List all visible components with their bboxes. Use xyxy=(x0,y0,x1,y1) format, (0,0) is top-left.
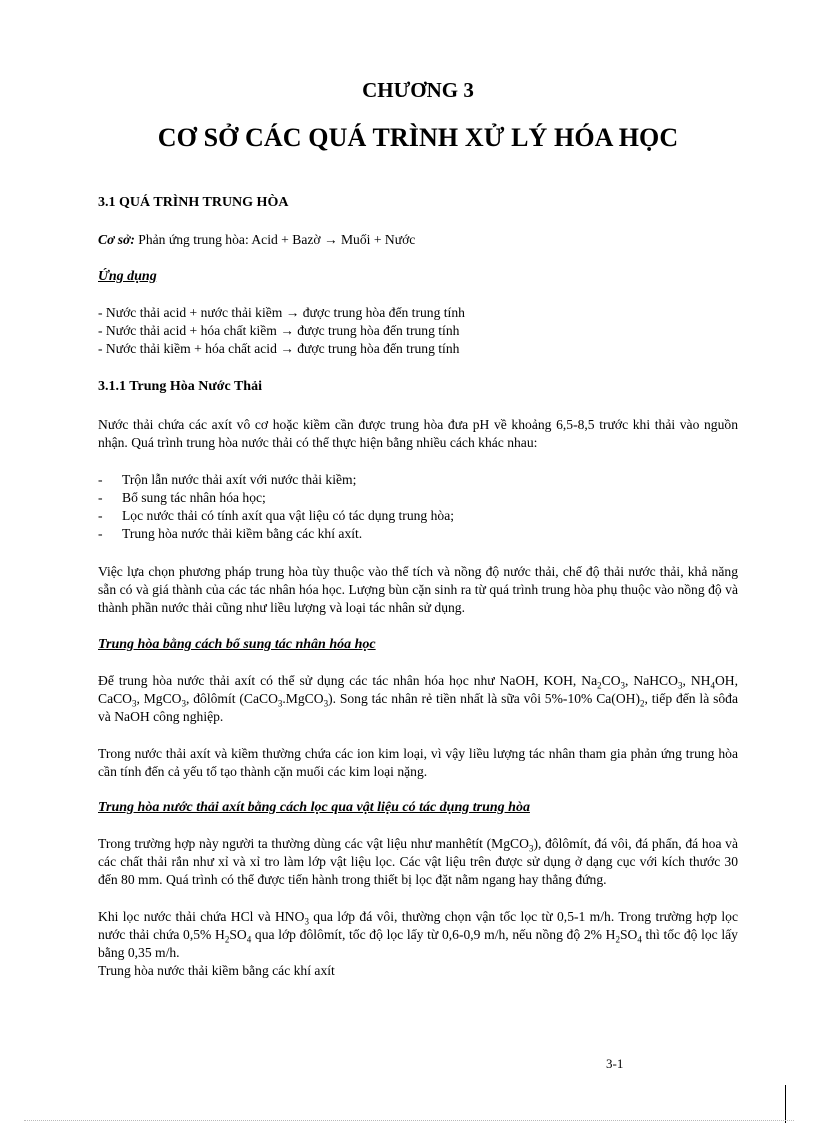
method-text: Bổ sung tác nhân hóa học; xyxy=(122,490,266,505)
method-item xyxy=(98,525,738,543)
application-list xyxy=(98,304,738,358)
method-item xyxy=(98,471,738,489)
page-bottom-rule xyxy=(24,1120,794,1121)
chapter-label: CHƯƠNG 3 xyxy=(362,78,474,102)
basis-text: Phản ứng trung hòa: Acid + Bazờ → Muối + Nước xyxy=(134,232,416,247)
filter-paragraph-2: Khi lọc nước thải chứa HCl và $HNO_3$ qua lớp đá vôi, thường chọn vận tốc lọc từ 0,5-1 m/h. Trong trường hợp lọc nước thải chứa 0,5% $H_2SO_4$ qua lớp đôlômít, tốc độ lọc lấy từ 0,6-0,9 m/h, nếu nồng độ 2% $H_2SO_4$ thì tốc độ lọc lấy bằng 0,35 m/h. xyxy=(98,909,739,960)
application-heading: Ứng dụng xyxy=(98,269,157,284)
choice-paragraph: Việc lựa chọn phương pháp trung hòa tùy thuộc vào thể tích và nồng độ nước thải, chế độ thải nước thải, khả năng sẵn có và giá thành của các tác nhân hóa học. Lượng bùn cặn sinh ra từ quá trình trung hòa phụ thuộc vào nồng độ và thành phần nước thải cũng như liều lượng và loại tác nhân sử dụng. xyxy=(98,564,738,615)
basis-label: Cơ sở: xyxy=(98,232,135,247)
filter-subsection-heading: Trung hòa nước thải axít bằng cách lọc qua vật liệu có tác dụng trung hòa xyxy=(98,800,530,815)
chemical-subsection-heading: Trung hòa bằng cách bổ sung tác nhân hóa học xyxy=(98,637,376,652)
method-item xyxy=(98,489,738,507)
section-heading-3-1-1: 3.1.1 Trung Hòa Nước Thải xyxy=(98,379,262,394)
page-edge-mark xyxy=(785,1085,786,1123)
method-text: Trộn lẫn nước thải axít với nước thải kiềm; xyxy=(122,472,357,487)
basis-line xyxy=(98,231,738,249)
method-text: Trung hòa nước thải kiềm bằng các khí axít. xyxy=(122,526,363,541)
application-item: - Nước thải kiềm + hóa chất acid → được trung hòa đến trung tính xyxy=(98,341,460,356)
section-heading-3-1: 3.1 QUÁ TRÌNH TRUNG HÒA xyxy=(98,195,289,210)
chapter-title: CƠ SỞ CÁC QUÁ TRÌNH XỬ LÝ HÓA HỌC xyxy=(157,123,679,152)
method-item xyxy=(98,507,738,525)
list-bullet: - xyxy=(98,490,103,505)
list-bullet: - xyxy=(98,472,103,487)
filter-paragraph-3: Trung hòa nước thải kiềm bằng các khí axít xyxy=(98,963,335,978)
chemical-paragraph-2: Trong nước thải axít và kiềm thường chứa các ion kim loại, vì vậy liều lượng tác nhân tham gia phản ứng trung hòa cần tính đến cả yếu tố tạo thành cặn muối các kim loại nặng. xyxy=(98,746,738,779)
intro-paragraph: Nước thải chứa các axít vô cơ hoặc kiềm cần được trung hòa đưa pH về khoảng 6,5-8,5 trước khi thải vào nguồn nhận. Quá trình trung hòa nước thải có thể thực hiện bằng nhiều cách khác nhau: xyxy=(98,417,738,450)
filter-paragraph-1: Trong trường hợp này người ta thường dùng các vật liệu như manhêtít (MgCO$_3$), đôlômít, đá vôi, đá phấn, đá hoa và các chất thải rắn như xỉ và xỉ tro làm lớp vật liệu lọc. Các vật liệu trên được sử dụng ở dạng cục với kích thước 30 đến 80 mm. Quá trình có thể được tiến hành trong thiết bị lọc đặt nằm ngang hay thẳng đứng. xyxy=(98,836,738,887)
method-text: Lọc nước thải có tính axít qua vật liệu có tác dụng trung hòa; xyxy=(122,508,455,523)
application-item: - Nước thải acid + hóa chất kiềm → được trung hòa đến trung tính xyxy=(98,323,460,338)
methods-list xyxy=(98,471,738,543)
page-number: 3-1 xyxy=(606,1056,624,1071)
list-bullet: - xyxy=(98,526,103,541)
list-bullet: - xyxy=(98,508,103,523)
application-item: - Nước thải acid + nước thải kiềm → được trung hòa đến trung tính xyxy=(98,305,465,320)
page-content xyxy=(98,76,738,980)
chemical-paragraph-1: Để trung hòa nước thải axít có thể sử dụng các tác nhân hóa học như NaOH, KOH, $Na_2CO_3$, NaHCO$_3$, $NH_4OH$, CaCO$_3$, MgCO$_3$, đôlômít (CaCO$_3$.MgCO$_3$). Song tác nhân rẻ tiền nhất là sữa vôi 5%-10% $Ca(OH)_2$, tiếp đến là sôđa và NaOH công nghiệp. xyxy=(98,673,738,724)
